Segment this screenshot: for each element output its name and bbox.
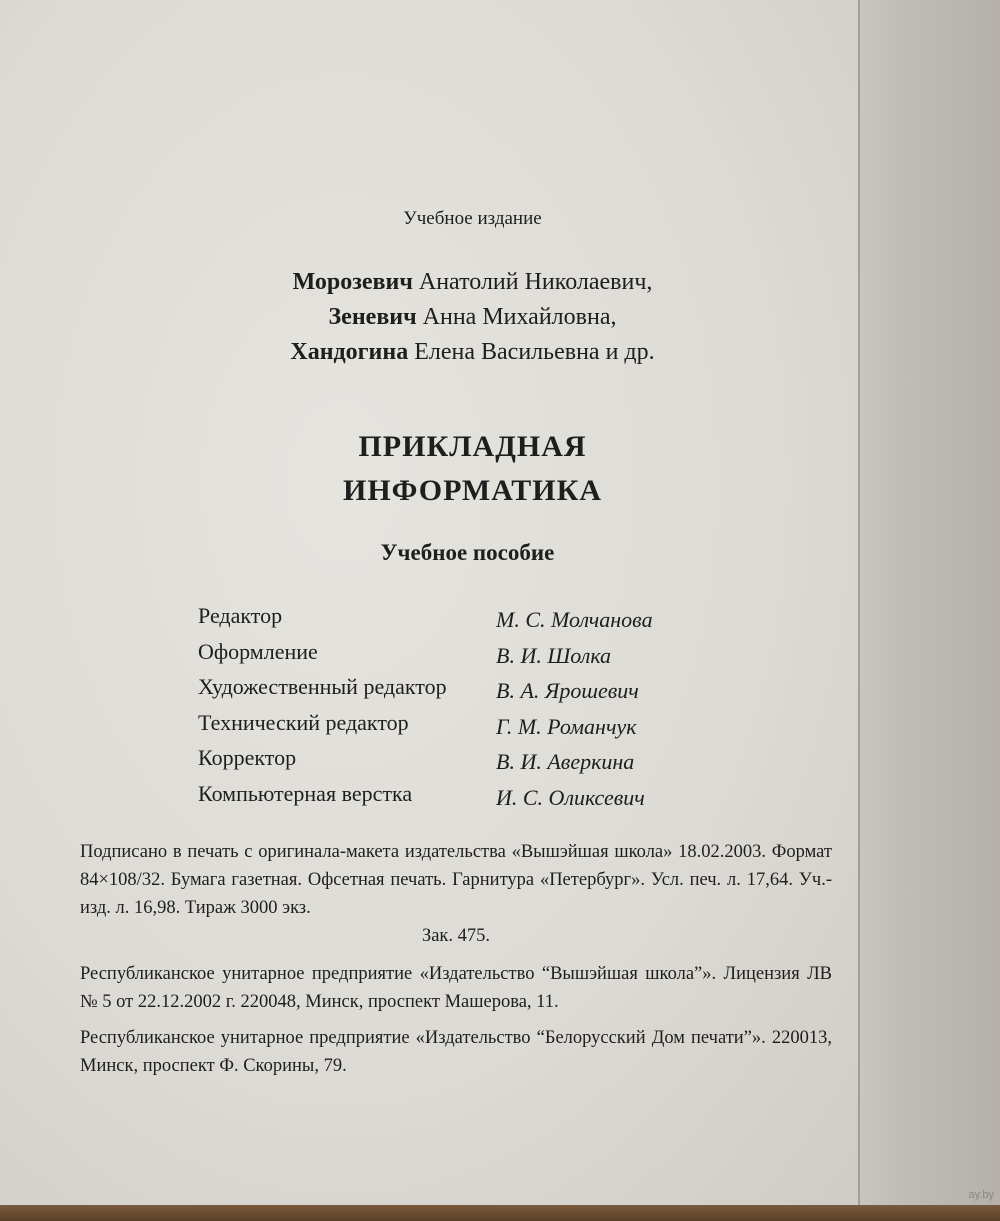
author-given-name: Анна Михайловна,	[422, 304, 617, 330]
credit-role: Технический редактор	[198, 709, 409, 735]
author-given-name: Елена Васильевна и др.	[414, 339, 655, 365]
author-surname: Зеневич	[328, 304, 417, 330]
imprint-details: Подписано в печать с оригинала-макета издательства «Вышэйшая школа» 18.02.2003. Формат 84×108/32. Бумага газетная. Офсетная печать. Гарнитура «Петербург». Усл. печ. л. 17,64. Уч.-изд. л. 16,98. Тираж 3000 экз.	[80, 842, 832, 918]
author-surname: Морозевич	[292, 269, 413, 295]
credit-name: В. А. Ярошевич	[496, 678, 639, 703]
publisher-entry: Республиканское унитарное предприятие «Издательство “Вышэйшая школа”». Лицензия ЛВ № 5 от 22.12.2002 г. 220048, Минск, проспект Машерова, 11.	[80, 964, 832, 1012]
credit-name: В. И. Шолка	[496, 642, 612, 668]
order-number: Зак. 475.	[421, 926, 491, 946]
author-given-name: Анатолий Николаевич,	[418, 269, 653, 295]
author-line	[0, 300, 945, 335]
page-stack-edge	[858, 0, 1000, 1221]
author-surname: Хандогина	[290, 339, 409, 365]
credit-name: М. С. Молчанова	[496, 607, 653, 632]
credit-role: Компьютерная верстка	[198, 780, 413, 806]
credit-name: И. С. Оликсевич	[496, 784, 645, 810]
author-line	[0, 335, 945, 370]
publisher-info	[80, 960, 832, 1088]
table-surface	[0, 1205, 1000, 1221]
credit-role: Редактор	[198, 603, 283, 628]
book-title	[0, 425, 945, 513]
credit-role: Оформление	[198, 638, 318, 664]
site-watermark: ay.by	[968, 1189, 994, 1201]
print-imprint	[80, 838, 832, 950]
credit-role: Корректор	[198, 745, 297, 770]
title-line: ИНФОРМАТИКА	[343, 474, 602, 507]
title-line: ПРИКЛАДНАЯ	[358, 430, 587, 463]
credit-name: В. И. Аверкина	[496, 749, 635, 774]
publisher-entry: Республиканское унитарное предприятие «Издательство “Белорусский Дом печати”». 220013, Минск, проспект Ф. Скорины, 79.	[80, 1028, 832, 1076]
book-subtitle: Учебное пособие	[380, 540, 555, 565]
edition-type: Учебное издание	[403, 208, 542, 229]
credit-name: Г. М. Романчук	[496, 713, 637, 739]
author-list	[0, 265, 945, 370]
credit-role: Художественный редактор	[198, 674, 447, 699]
author-line	[0, 265, 945, 300]
